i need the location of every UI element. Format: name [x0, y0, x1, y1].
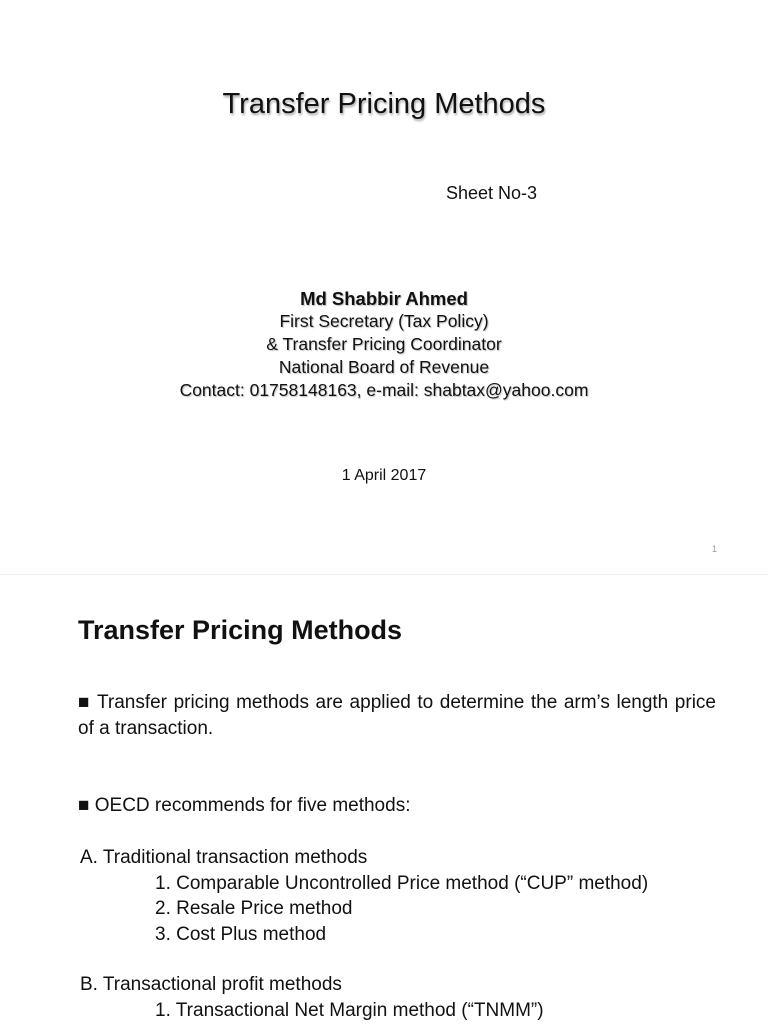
author-block	[0, 287, 768, 402]
author-role-2: & Transfer Pricing Coordinator	[266, 334, 502, 354]
author-organization: National Board of Revenue	[278, 357, 490, 377]
group-a-heading: A. Traditional transaction methods	[80, 847, 368, 868]
author-name: Md Shabbir Ahmed	[300, 288, 468, 309]
slide-title: Transfer Pricing Methods	[222, 88, 546, 120]
list-item: 1. Comparable Uncontrolled Price method (“CUP” method)	[155, 872, 649, 894]
bullet-arms-length: ■ Transfer pricing methods are applied to determine the arm’s length price of a transaction.	[78, 692, 716, 739]
author-role: First Secretary (Tax Policy)	[279, 311, 489, 331]
list-item: 3. Cost Plus method	[155, 923, 327, 945]
group-b-heading: B. Transactional profit methods	[80, 974, 342, 995]
list-item: 1. Transactional Net Margin method (“TNMM”)	[155, 999, 544, 1021]
author-contact: Contact: 01758148163, e-mail: shabtax@yahoo.com	[179, 380, 589, 400]
list-spacer	[80, 947, 760, 972]
slide-heading: Transfer Pricing Methods	[78, 615, 403, 645]
slide-2	[0, 574, 768, 1025]
bullet-oecd-methods: ■ OECD recommends for five methods:	[78, 795, 411, 816]
sheet-number: Sheet No-3	[446, 183, 538, 203]
presentation-date: 1 April 2017	[341, 467, 427, 484]
list-item: 2. Resale Price method	[155, 898, 353, 919]
methods-list	[80, 845, 760, 1023]
page-number: 1	[712, 544, 718, 554]
